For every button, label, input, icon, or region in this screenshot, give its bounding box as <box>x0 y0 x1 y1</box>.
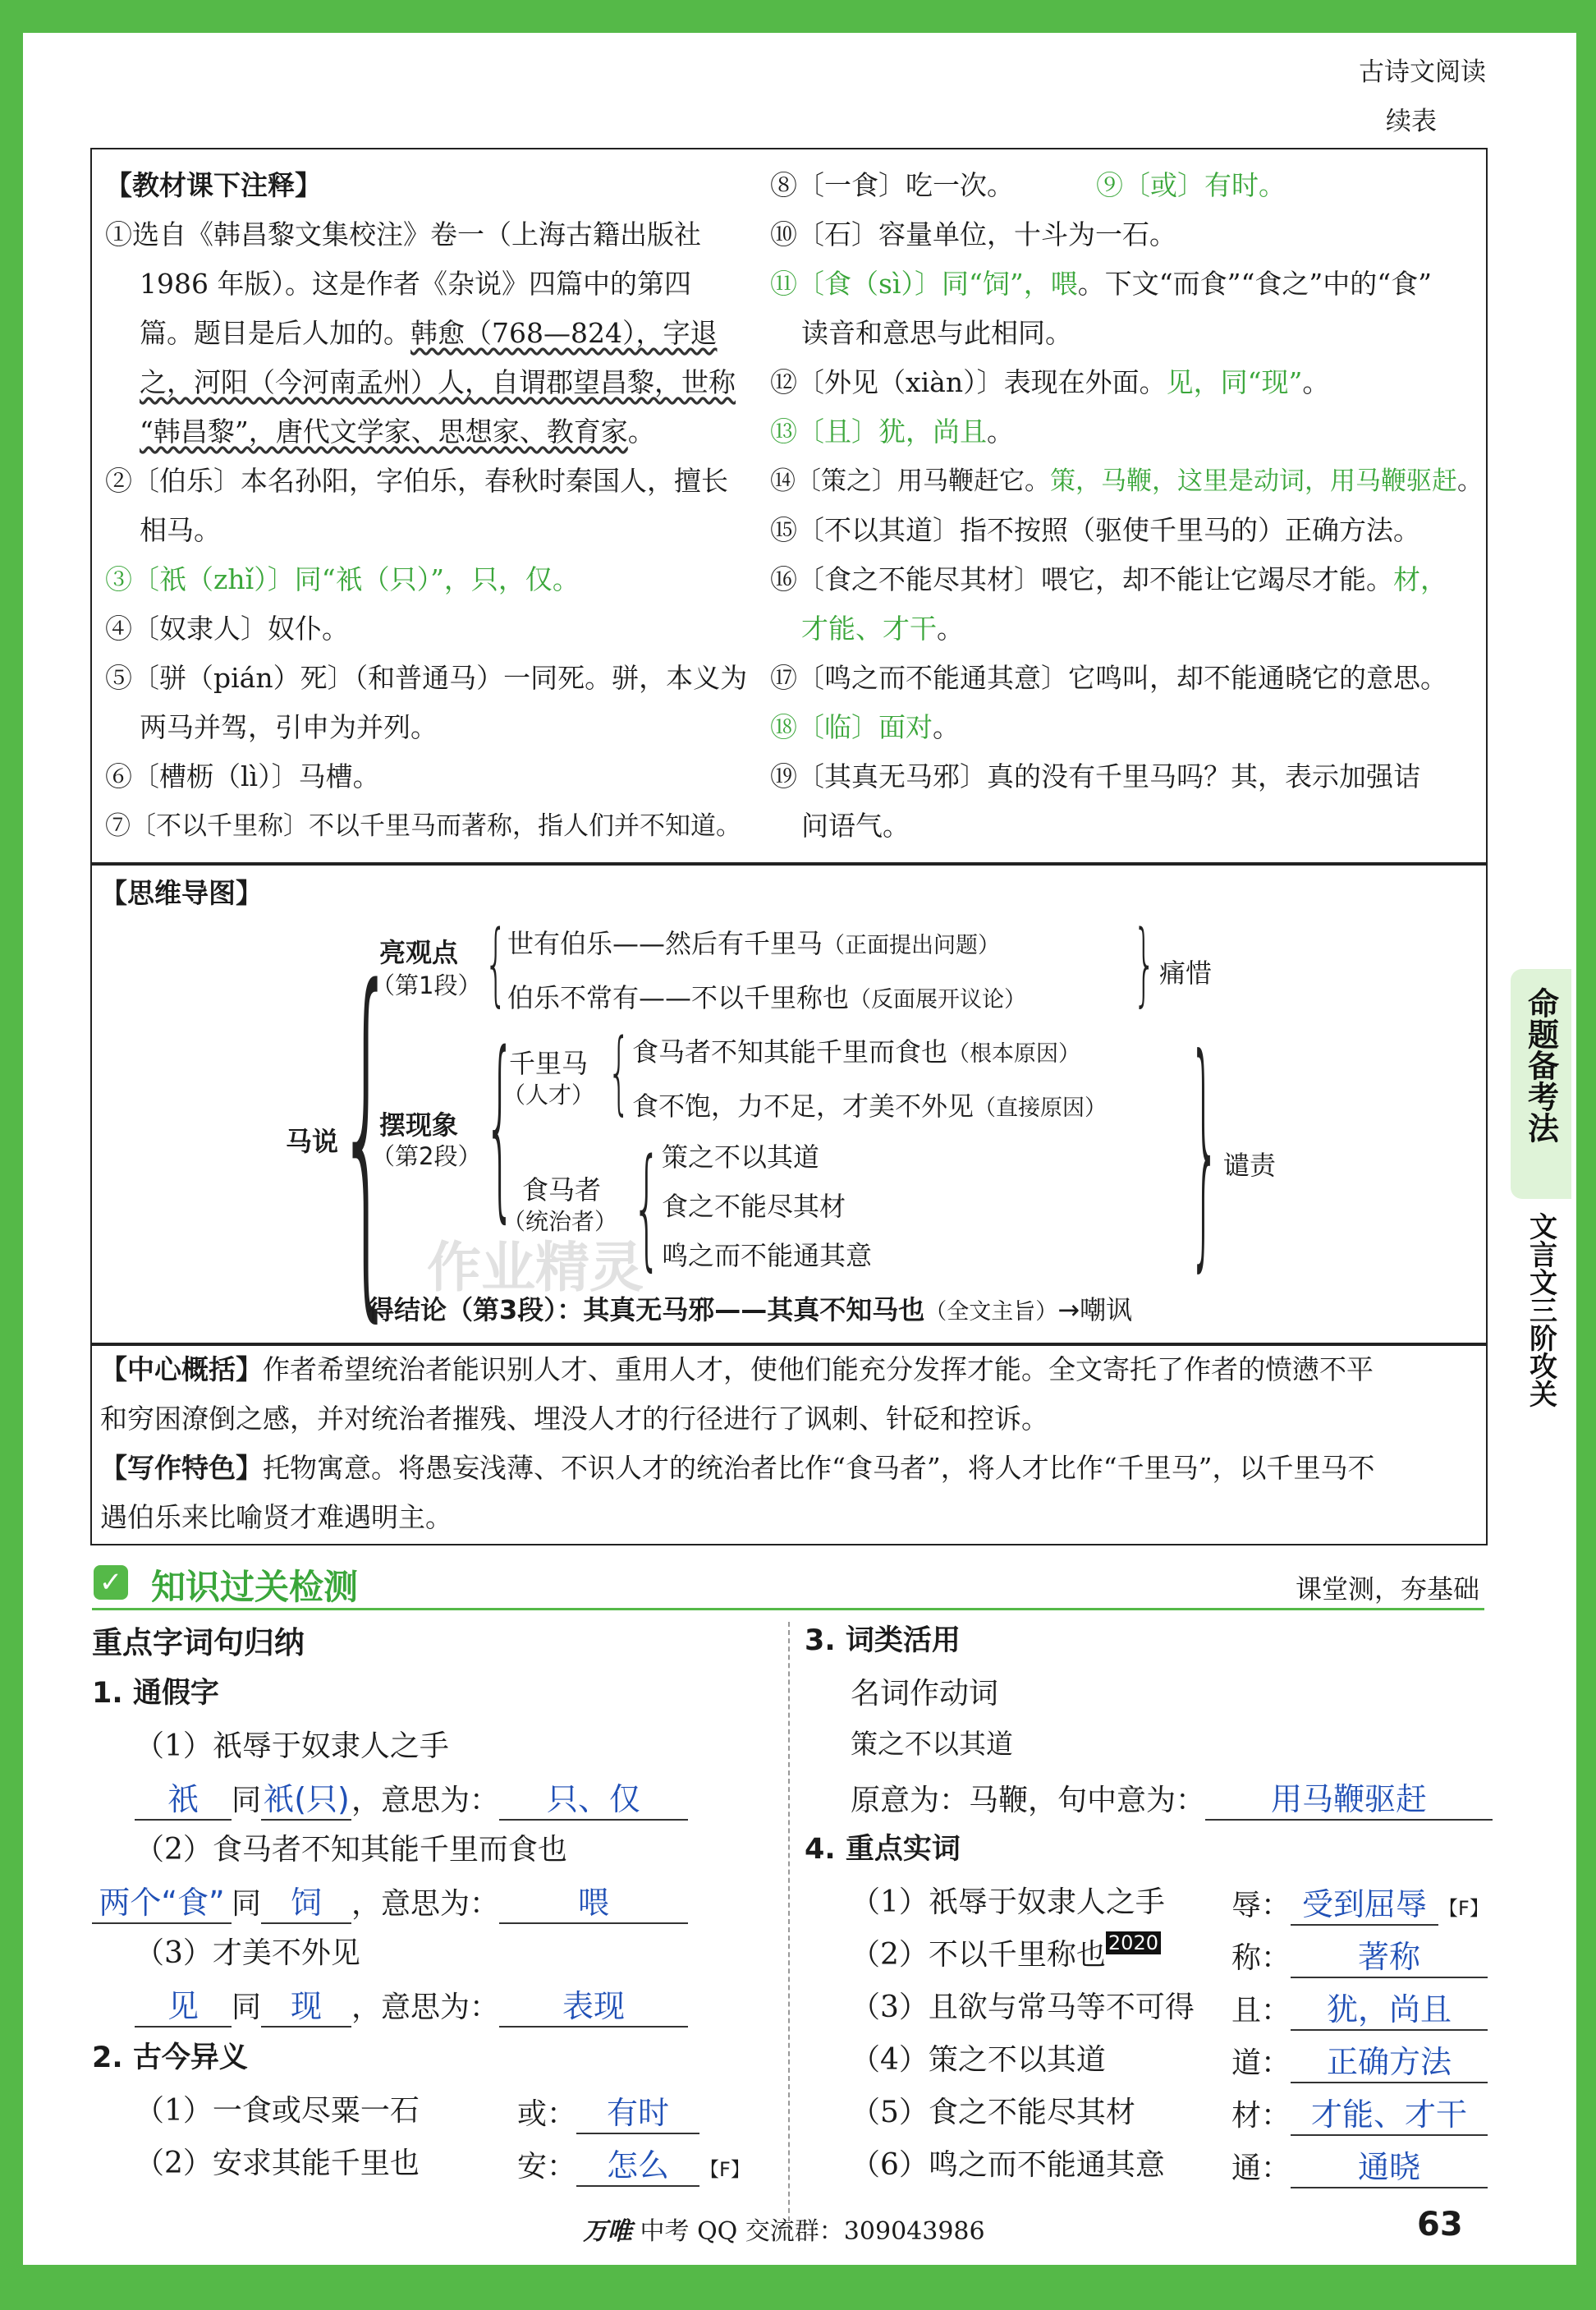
s4-heading: 4. 重点实词 <box>805 1833 961 1866</box>
s4-item-key: 材： <box>1231 2099 1291 2133</box>
note-16: ⑯〔食之不能尽其材〕喂它，却不能让它竭尽才能。 <box>770 563 1393 595</box>
s4-item <box>851 1984 1452 2037</box>
s4-item-key: 通： <box>1231 2152 1291 2185</box>
note-18-end: 。 <box>933 711 960 743</box>
s1-q3: （3）才美不外见 <box>135 1936 360 1970</box>
left-heading: 重点字词句归纳 <box>92 1625 305 1660</box>
p1-label: 亮观点 <box>379 937 459 968</box>
note-2-line-2: 相马。 <box>140 514 221 546</box>
s1-q3-blank-c[interactable]: 表现 <box>499 1981 688 2028</box>
feeder-b: 食之不能尽其材 <box>662 1191 846 1222</box>
feeder-c: 鸣之而不能通其意 <box>662 1240 873 1271</box>
note-1-line-2: 1986 年版）。这是作者《杂说》四篇中的第四 <box>140 268 691 300</box>
root-brace: { <box>337 913 397 1352</box>
page-frame-right <box>1576 0 1596 2310</box>
p1-b-note: （反面展开议论） <box>849 987 1027 1013</box>
s4-item-key: 辱： <box>1231 1889 1291 1922</box>
p1-a: 世有伯乐——然后有千里马 <box>507 928 823 959</box>
p3-result: →嘲讽 <box>1057 1294 1133 1325</box>
note-1-line-4: 之，河阳（今河南孟州）人，自谓郡望昌黎，世称 <box>140 366 736 398</box>
s1-q2-blank-b[interactable]: 饲 <box>261 1877 351 1924</box>
s1-q2-blank-c[interactable]: 喂 <box>499 1877 688 1924</box>
note-11-rest: 。下文“而食”“食之”中的“食” <box>1077 268 1432 300</box>
note-11-green: ⑪〔食（sì）〕同“饲”，喂 <box>770 268 1078 300</box>
page-frame-left <box>0 0 23 2310</box>
s3-question: 策之不以其道 <box>851 1728 1013 1760</box>
summary-text <box>100 1345 1374 1542</box>
note-12-green: 见，同“现” <box>1166 366 1303 398</box>
s1-heading: 1. 通假字 <box>92 1677 219 1710</box>
p1-brace: { <box>484 911 507 1016</box>
continued-label: 续表 <box>1386 107 1437 136</box>
s4-item-blank[interactable]: 才能、才干 <box>1291 2089 1488 2136</box>
p1-a-row <box>507 923 1000 961</box>
horse-b-row <box>632 1086 1107 1123</box>
feeder-brace: { <box>632 1130 662 1284</box>
s4-item-key: 道： <box>1231 2046 1291 2080</box>
note-1-line-5: “韩昌黎”，唐代文学家、思想家、教育家 <box>140 416 628 448</box>
s2-heading: 2. 古今异义 <box>92 2041 248 2074</box>
column-divider <box>788 1622 790 2230</box>
p1-b-row <box>507 977 1026 1015</box>
footer-brand: 万唯 <box>583 2217 632 2246</box>
check-icon: ✓ <box>94 1565 128 1600</box>
note-15: ⑮〔不以其道〕指不按照（驱使千里马的）正确方法。 <box>770 514 1420 546</box>
note-1-line-3: 篇。题目是后人加的。 <box>140 317 410 349</box>
s4-item-blank[interactable]: 通晓 <box>1291 2142 1488 2188</box>
note-12-end: 。 <box>1302 366 1330 398</box>
same-word: 同 <box>232 1991 262 2024</box>
s2-q1-blank[interactable]: 有时 <box>576 2087 699 2134</box>
side-tab-top <box>1511 969 1571 1199</box>
note-19-line-1: ⑲〔其真无马邪〕真的没有千里马吗？其，表示加强诘 <box>770 760 1420 792</box>
check-subtitle: 课堂测，夯基础 <box>1295 1573 1479 1605</box>
s4-item <box>851 2037 1452 2089</box>
s4-item-question: （1）祇辱于奴隶人之手 <box>851 1885 1165 1919</box>
note-9: ⑨〔或〕有时。 <box>1096 169 1286 201</box>
s2-q2-key: 安： <box>517 2150 577 2184</box>
s3-answer-label: 原意为：马鞭，句中意为： <box>851 1784 1206 1817</box>
s4-item-blank[interactable]: 受到屈辱 <box>1291 1879 1438 1926</box>
center-line-2: 和穷困潦倒之感，并对统治者摧残、埋没人才的行径进行了讽刺、针砭和控诉。 <box>100 1403 1048 1435</box>
note-16-end: 。 <box>937 613 964 645</box>
s3-answer-row <box>851 1774 1493 1821</box>
p2-result: 谴责 <box>1223 1150 1277 1181</box>
s1-q1-blank-a[interactable]: 祇 <box>135 1774 232 1821</box>
mindmap-root: 马说 <box>286 1126 339 1157</box>
s4-item-question: （3）且欲与常马等不可得 <box>851 1991 1195 2024</box>
feeder-sub: （统治者） <box>502 1208 618 1235</box>
note-12: ⑫〔外见（xiàn）〕表现在外面。 <box>770 366 1167 398</box>
horse-b: 食不饱，力不足，才美不外见 <box>632 1091 975 1122</box>
p1-a-note: （正面提出问题） <box>823 933 1001 958</box>
note-1-author: 韩愈（768—824），字退 <box>410 317 718 349</box>
s4-list <box>851 1879 1489 2194</box>
note-11-line-2: 读音和意思与此相同。 <box>801 317 1072 349</box>
note-13: ⑬〔且〕犹，尚且 <box>770 416 987 448</box>
p1-result: 痛惜 <box>1159 958 1213 989</box>
note-16-green: 材， <box>1393 563 1447 595</box>
horse-brace: { <box>608 1019 631 1124</box>
s4-item <box>851 2089 1468 2142</box>
watermark: 作业精灵 <box>427 1236 644 1299</box>
meaning-word: ，意思为： <box>351 1887 500 1921</box>
notes-title: 【教材课下注释】 <box>105 169 322 201</box>
s1-q1-answer-row <box>135 1774 688 1821</box>
same-word: 同 <box>232 1784 262 1817</box>
feeder-label: 食马者 <box>522 1174 602 1206</box>
center-line-1: 作者希望统治者能识别人才、重用人才，使他们能充分发挥才能。全文寄托了作者的愤懑不平 <box>263 1353 1374 1385</box>
p2-label: 摆现象 <box>379 1109 459 1141</box>
note-14-green: 策，马鞭，这里是动词，用马鞭驱赶 <box>1050 466 1457 496</box>
s2-q2: （2）安求其能千里也 <box>135 2147 420 2180</box>
note-18: ⑱〔临〕面对 <box>770 711 933 743</box>
s1-q1-blank-c[interactable]: 只、仅 <box>499 1774 688 1821</box>
s1-q3-blank-a[interactable]: 见 <box>135 1981 232 2028</box>
s4-item-question: （5）食之不能尽其材 <box>851 2096 1135 2129</box>
feeder-a: 策之不以其道 <box>662 1141 820 1173</box>
note-2-line-1: ②〔伯乐〕本名孙阳，字伯乐，春秋时秦国人，擅长 <box>105 465 728 497</box>
horse-b-note: （直接原因） <box>974 1095 1108 1121</box>
s4-item-key: 称： <box>1231 1941 1291 1975</box>
s2-q2-tag: 【F】 <box>699 2158 750 2181</box>
s4-item-blank[interactable]: 著称 <box>1291 1931 1488 1978</box>
horse-label: 千里马 <box>509 1048 589 1079</box>
note-3: ③〔祇（zhǐ）〕同“衹（只）”，只，仅。 <box>105 563 580 595</box>
side-tab-bottom <box>1511 1207 1571 1429</box>
note-8: ⑧〔一食〕吃一次。 <box>770 169 1014 201</box>
p2-close-brace: } <box>1189 1006 1221 1293</box>
s1-q1-blank-b[interactable]: 衹(只) <box>261 1774 351 1821</box>
notes-right-column <box>770 161 1483 851</box>
note-5-line-2: 两马并驾，引申为并列。 <box>140 711 438 743</box>
horse-a-note: （根本原因） <box>947 1041 1081 1067</box>
footer-text-row <box>583 2211 985 2247</box>
note-16-line-2: 才能、才干 <box>801 613 937 645</box>
note-14-end: 。 <box>1457 466 1483 496</box>
s3-blank[interactable]: 用马鞭驱赶 <box>1205 1774 1493 1821</box>
s4-item <box>851 2142 1421 2194</box>
note-1-line-5-end: 。 <box>627 416 655 448</box>
side-tab-top-text: 命题备考法 <box>1522 987 1559 1143</box>
footer-text: 中考 QQ 交流群：309043986 <box>640 2217 985 2246</box>
s4-item-blank[interactable]: 正确方法 <box>1291 2037 1488 2083</box>
s2-q2-answer-row <box>517 2140 750 2187</box>
s4-item-key: 且： <box>1231 1994 1291 2028</box>
s1-q2-blank-a[interactable]: 两个“食” <box>92 1877 232 1924</box>
s4-item-question: （6）鸣之而不能通其意 <box>851 2148 1165 2182</box>
mindmap-title: 【思维导图】 <box>100 877 263 909</box>
note-14: ⑭〔策之〕用马鞭赶它。 <box>770 466 1050 496</box>
center-label: 【中心概括】 <box>100 1353 263 1385</box>
same-word: 同 <box>232 1887 262 1921</box>
p2-sub: （第2段） <box>371 1142 482 1170</box>
writing-line-1: 托物寓意。将愚妄浅薄、不识人才的统治者比作“食马者”，将人才比作“千里马”，以千里马不 <box>263 1452 1375 1484</box>
horse-sub: （人才） <box>502 1082 595 1109</box>
s1-q2-answer-row <box>92 1877 688 1924</box>
s4-item-question: （4）策之不以其道 <box>851 2043 1106 2077</box>
page-number: 63 <box>1417 2206 1463 2243</box>
p1-sub: （第1段） <box>371 971 482 999</box>
p3-note: （全文主旨） <box>924 1299 1058 1325</box>
meaning-word: ，意思为： <box>351 1991 500 2024</box>
note-7: ⑦〔不以千里称〕不以千里马而著称，指人们并不知道。 <box>105 811 741 841</box>
s4-item-year-tag: 2020 <box>1106 1931 1161 1954</box>
s4-item-blank[interactable]: 犹，尚且 <box>1291 1984 1488 2031</box>
s1-q3-answer-row <box>135 1981 688 2028</box>
side-tab-bottom-text: 文言文三阶攻关 <box>1524 1212 1557 1408</box>
s4-item-question: （2）不以千里称也 <box>851 1938 1106 1972</box>
s4-item <box>851 1931 1421 1984</box>
s1-q1: （1）祇辱于奴隶人之手 <box>135 1729 449 1763</box>
meaning-word: ，意思为： <box>351 1784 500 1817</box>
s4-item-tag: 【F】 <box>1438 1897 1489 1920</box>
s2-q1: （1）一食或尽粟一石 <box>135 2094 420 2128</box>
notes-left-column <box>105 210 747 851</box>
s3-heading: 3. 词类活用 <box>805 1624 961 1657</box>
p2-brace: { <box>484 1010 516 1240</box>
s2-q1-key: 或： <box>517 2097 577 2131</box>
horse-a-row <box>632 1031 1080 1069</box>
p3-label: 得结论（第3段）： <box>368 1294 584 1325</box>
s2-q2-blank[interactable]: 怎么 <box>576 2140 699 2187</box>
writing-label: 【写作特色】 <box>100 1452 263 1484</box>
check-header <box>92 1557 1484 1610</box>
note-1-line-1: ①选自《韩昌黎文集校注》卷一（上海古籍出版社 <box>105 218 701 250</box>
writing-line-2: 遇伯乐来比喻贤才难遇明主。 <box>100 1501 452 1533</box>
s4-item <box>851 1879 1489 1931</box>
note-4: ④〔奴隶人〕奴仆。 <box>105 613 349 645</box>
section-title: 古诗文阅读 <box>1359 57 1486 87</box>
check-title: 知识过关检测 <box>151 1567 359 1607</box>
note-19-line-2: 问语气。 <box>801 810 910 842</box>
p1-b: 伯乐不常有——不以千里称也 <box>507 982 850 1013</box>
note-17: ⑰〔鸣之而不能通其意〕它鸣叫，却不能通晓它的意思。 <box>770 662 1447 694</box>
s2-q1-answer-row <box>517 2087 699 2134</box>
horse-a: 食马者不知其能千里而食也 <box>632 1036 948 1068</box>
note-10: ⑩〔石〕容量单位，十斗为一石。 <box>770 218 1176 250</box>
note-13-end: 。 <box>987 416 1014 448</box>
s3-type: 名词作动词 <box>851 1677 999 1711</box>
note-6: ⑥〔槽枥（lì）〕马槽。 <box>105 760 380 792</box>
p1-close-brace: } <box>1133 911 1156 1016</box>
p3-text: 其真无马邪——其真不知马也 <box>583 1294 925 1325</box>
s1-q3-blank-b[interactable]: 现 <box>261 1981 351 2028</box>
s1-q2: （2）食马者不知其能千里而食也 <box>135 1833 567 1867</box>
note-5-line-1: ⑤〔骈（pián）死〕（和普通马）一同死。骈，本义为 <box>105 662 748 694</box>
